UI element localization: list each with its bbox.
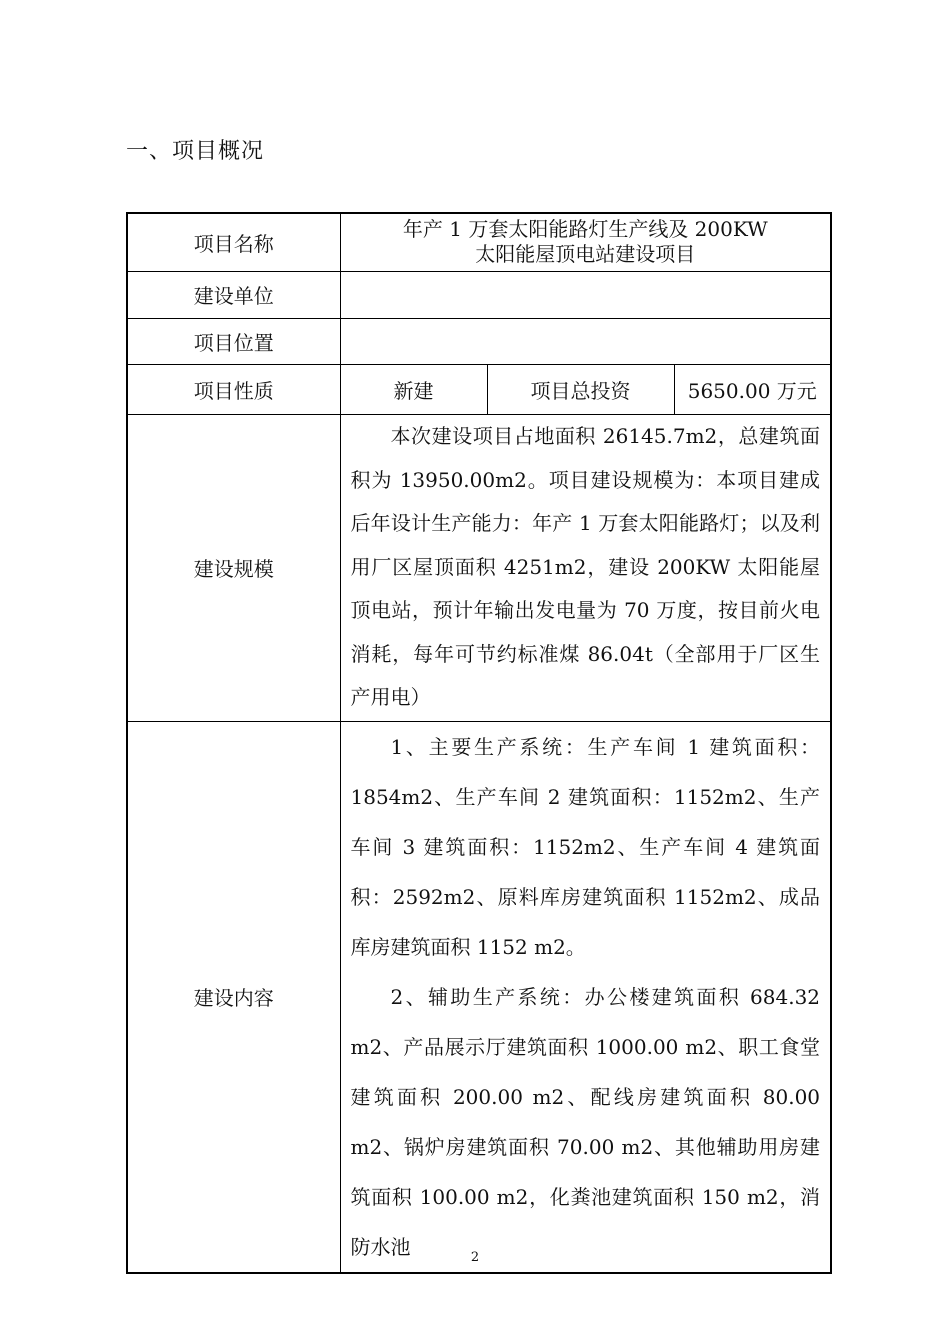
value-project-name <box>340 213 831 271</box>
value-content <box>340 721 831 1273</box>
label-builder: 建设单位 <box>127 271 340 318</box>
section-heading: 一、项目概况 <box>126 139 265 164</box>
content-paragraph-1: 1、主要生产系统：生产车间 1 建筑面积：1854m2、生产车间 2 建筑面积：1152m2、生产车间 3 建筑面积：1152m2、生产车间 4 建筑面积：2592m2、原料库房建筑面积 1152m2、成品库房建筑面积 1152 m2。 <box>350 734 821 959</box>
project-name-line2: 太阳能屋顶电站建设项目 <box>475 242 696 267</box>
page-number: 2 <box>470 1250 480 1265</box>
row-location <box>127 318 831 364</box>
row-content <box>127 721 831 1273</box>
row-project-name <box>127 213 831 271</box>
label-scale: 建设规模 <box>127 414 340 721</box>
project-overview-table <box>126 212 832 1274</box>
row-builder <box>127 271 831 318</box>
label-investment: 项目总投资 <box>487 364 674 414</box>
label-content: 建设内容 <box>127 721 340 1273</box>
content-paragraph-2: 2、辅助生产系统：办公楼建筑面积 684.32 m2、产品展示厅建筑面积 1000.00 m2、职工食堂建筑面积 200.00 m2、配线房建筑面积 80.00 m2、锅炉房建筑面积 70.00 m2、其他辅助用房建筑面积 100.00 m2，化粪池建筑面积 150 m2，消防水池 <box>350 984 821 1259</box>
value-scale <box>340 414 831 721</box>
value-nature: 新建 <box>340 364 487 414</box>
row-scale <box>127 414 831 721</box>
value-investment: 5650.00 万元 <box>674 364 831 414</box>
label-nature: 项目性质 <box>127 364 340 414</box>
scale-paragraph: 本次建设项目占地面积 26145.7m2，总建筑面积为 13950.00m2。项目建设规模为：本项目建成后年设计生产能力：年产 1 万套太阳能路灯；以及利用厂区屋顶面积 4251m2，建设 200KW 太阳能屋顶电站，预计年输出发电量为 70 万度，按目前火电消耗，每年可节约标准煤 86.04t（全部用于厂区生产用电） <box>350 424 821 710</box>
value-location <box>340 318 831 364</box>
label-project-name: 项目名称 <box>127 213 340 271</box>
project-name-line1: 年产 1 万套太阳能路灯生产线及 200KW <box>402 217 768 242</box>
label-location: 项目位置 <box>127 318 340 364</box>
row-nature <box>127 364 831 414</box>
value-builder <box>340 271 831 318</box>
